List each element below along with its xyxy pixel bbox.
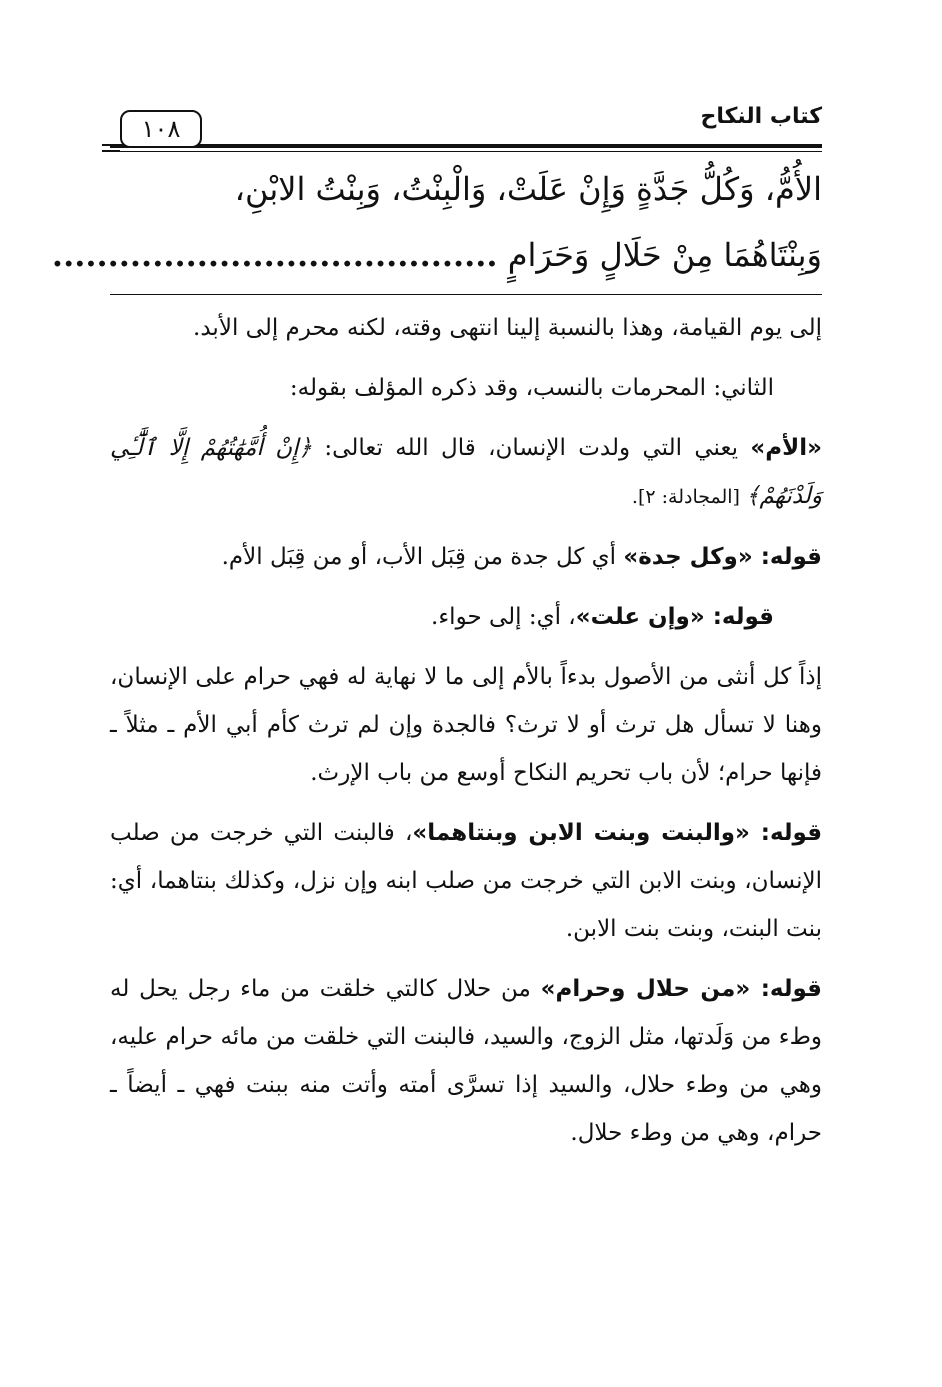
commentary: [110, 304, 822, 1169]
header-rule: [110, 144, 822, 148]
quoted-term: «وإن علت»: [575, 604, 705, 630]
quoted-term: «والبنت وبنت الابن وبنتاهما»: [412, 820, 750, 846]
quoted-term: «الأم»: [750, 435, 822, 461]
paragraph-1: إلى يوم القيامة، وهذا بالنسبة إلينا انتهى وقته، لكنه محرم إلى الأبد.: [193, 315, 822, 341]
book-page: [51, 90, 823, 1310]
paragraph-7: [110, 809, 822, 953]
paragraph-text: ، فالبنت التي خرجت من صلب الإنسان، وبنت الابن التي خرجت من صلب ابنه وإن نزل، وكذلك بنتاهما، أي: بنت البنت، وبنت بنت الابن.: [110, 820, 822, 942]
header-rule-thin: [110, 151, 822, 152]
paragraph-2: الثاني: المحرمات بالنسب، وقد ذكره المؤلف بقوله:: [289, 375, 774, 401]
paragraph-text: يعني التي ولدت الإنسان، قال الله تعالى:: [312, 435, 751, 461]
qawluhu-label: قوله:: [749, 820, 823, 846]
verse-citation: [المجادلة: ٢].: [631, 486, 747, 508]
qawluhu-label: قوله:: [704, 604, 774, 630]
page-number: ١٠٨: [120, 110, 202, 148]
matn-line-2: [51, 222, 822, 288]
book-title: كتاب النكاح: [700, 104, 822, 129]
matn-dots: ........................................: [51, 236, 498, 274]
paragraph-3: [110, 424, 822, 521]
paragraph-8: [110, 965, 822, 1157]
page-header: [110, 100, 822, 152]
quoted-term: «من حلال وحرام»: [540, 976, 751, 1002]
paragraph-text: من حلال كالتي خلقت من ماء رجل يحل له وطء من وَلَدتها، مثل الزوج، والسيد، فالبنت التي خلقت من مائه حرام عليه، وهي من وطء حلال، والسيد إذا تسرَّى أمته وأتت منه ببنت فهي ـ أيضاً ـ حرام، وهي من وطء حلال.: [110, 976, 822, 1146]
matn-text: [51, 156, 822, 288]
qawluhu-label: قوله:: [752, 544, 822, 570]
matn-line-2-text: وَبِنْتَاهُمَا مِنْ حَلَالٍ وَحَرَامٍ: [507, 236, 822, 274]
matn-line-1: الأُمُّ، وَكُلُّ جَدَّةٍ وَإِنْ عَلَتْ، وَالْبِنْتُ، وَبِنْتُ الابْنِ،: [234, 170, 822, 208]
quoted-term: «وكل جدة»: [623, 544, 753, 570]
qawluhu-label: قوله:: [750, 976, 822, 1002]
paragraph-4: [110, 533, 822, 581]
paragraph-6: إذاً كل أنثى من الأصول بدءاً بالأم إلى ما لا نهاية له فهي حرام على الإنسان، وهنا لا تسأل هل ترث أو لا ترث؟ فالجدة وإن لم ترث كأم أبي الأم ـ مثلاً ـ فإنها حرام؛ لأن باب تحريم النكاح أوسع من باب الإرث.: [110, 664, 822, 786]
quran-verse: ﴿إِنْ أُمَّهَٰتُهُمْ إِلَّا ٱلَّٰٓـِٔي وَلَدْنَهُمْ﴾: [110, 435, 822, 509]
paragraph-5: [110, 593, 822, 641]
paragraph-text: ، أي: إلى حواء.: [431, 604, 576, 630]
paragraph-text: أي كل جدة من قِبَل الأب، أو من قِبَل الأم.: [221, 544, 624, 570]
matn-separator: [110, 294, 822, 295]
